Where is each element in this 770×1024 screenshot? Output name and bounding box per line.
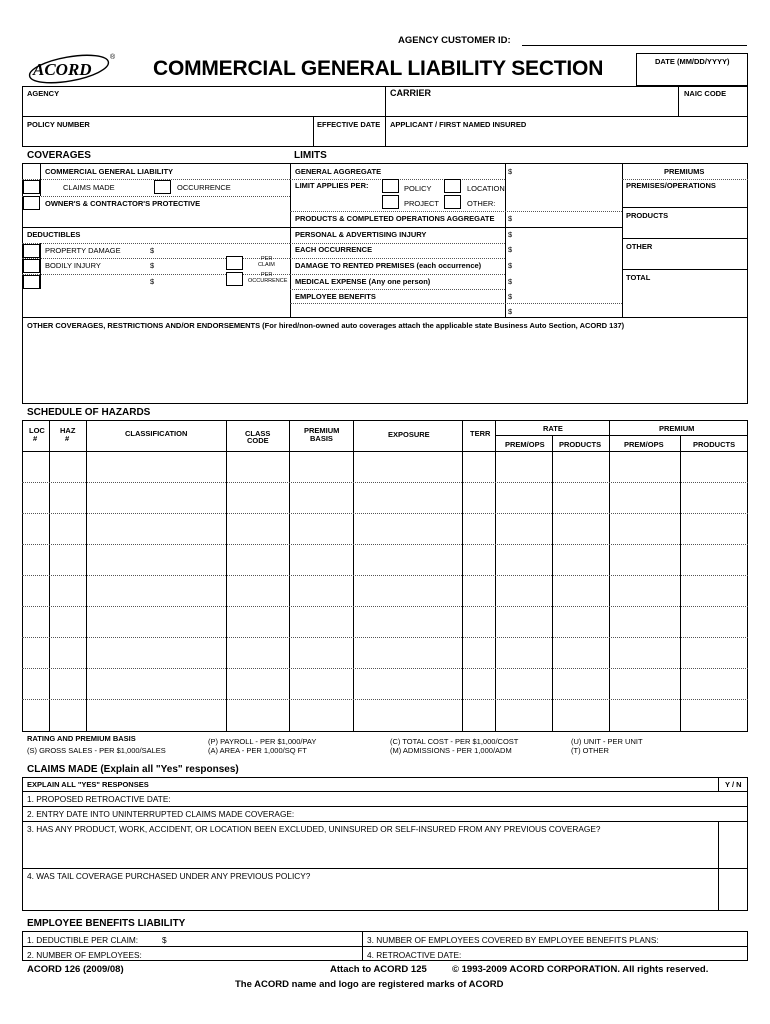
effective-date-label: EFFECTIVE DATE [317, 120, 381, 129]
proposed-retroactive-date: 1. PROPOSED RETROACTIVE DATE: [27, 794, 171, 804]
excluded-coverage-question: 3. HAS ANY PRODUCT, WORK, ACCIDENT, OR LOCATION BEEN EXCLUDED, UNINSURED OR SELF-INSURED FROM ANY PREVIOUS COVERAGE? [27, 824, 601, 834]
class-code-header-1: CLASS [245, 429, 271, 438]
limits-heading: LIMITS [294, 150, 327, 161]
other-premium-label: OTHER [626, 242, 653, 251]
rate-products-header: PRODUCTS [559, 440, 602, 449]
coverages-heading: COVERAGES [27, 150, 91, 161]
deductible-per-claim-label: 1. DEDUCTIBLE PER CLAIM: [27, 935, 139, 945]
employee-benefits-limit-label: EMPLOYEE BENEFITS [295, 292, 376, 301]
registered-marks-note: The ACORD name and logo are registered marks of ACORD [235, 979, 504, 990]
form-title: COMMERCIAL GENERAL LIABILITY SECTION [153, 57, 604, 80]
employee-benefits-dollar: $ [508, 292, 513, 301]
acord-logo [25, 52, 120, 86]
rating-area: (A) AREA - PER 1,000/SQ FT [208, 746, 307, 755]
copyright: © 1993-2009 ACORD CORPORATION. All rights reserved. [452, 964, 709, 975]
agency-label: AGENCY [27, 89, 60, 98]
yes-no-label: Y / N [725, 780, 742, 789]
rate-header: RATE [543, 424, 563, 433]
occurrence-checkbox[interactable] [154, 180, 171, 194]
personal-advertising-dollar: $ [508, 230, 513, 239]
damage-rented-label: DAMAGE TO RENTED PREMISES (each occurrence) [295, 261, 482, 270]
other-deductible-dollar: $ [150, 277, 155, 286]
premises-operations-label: PREMISES/OPERATIONS [626, 181, 716, 190]
products-aggregate-label: PRODUCTS & COMPLETED OPERATIONS AGGREGATE [295, 214, 495, 223]
agency-customer-id-label: AGENCY CUSTOMER ID: [398, 35, 511, 46]
property-damage-checkbox[interactable] [23, 244, 40, 258]
rating-basis-heading: RATING AND PREMIUM BASIS [27, 734, 136, 743]
property-damage-dollar: $ [150, 246, 155, 255]
claims-made-label: CLAIMS MADE [63, 183, 115, 192]
deductible-per-claim-dollar: $ [162, 935, 167, 945]
claims-made-heading: CLAIMS MADE (Explain all "Yes" responses) [27, 764, 239, 775]
premium-products-header: PRODUCTS [693, 440, 736, 449]
haz-header-1: HAZ [60, 426, 76, 435]
bodily-injury-checkbox[interactable] [23, 259, 40, 273]
hazards-table [22, 420, 748, 732]
other-deductible-checkbox[interactable] [23, 275, 40, 289]
medical-expense-label: MEDICAL EXPENSE (Any one person) [295, 277, 431, 286]
claims-made-checkbox[interactable] [23, 180, 40, 194]
per-claim-label-1: PER [261, 256, 273, 262]
policy-number-label: POLICY NUMBER [27, 120, 90, 129]
project-checkbox[interactable] [382, 195, 399, 209]
each-occurrence-label: EACH OCCURRENCE [295, 245, 373, 254]
registered-mark: ® [110, 54, 116, 61]
premium-header: PREMIUM [659, 424, 695, 433]
rating-gross-sales: (S) GROSS SALES - PER $1,000/SALES [27, 746, 166, 755]
medical-expense-dollar: $ [508, 277, 513, 286]
rating-admissions: (M) ADMISSIONS - PER 1,000/ADM [390, 746, 512, 755]
cgl-label: COMMERCIAL GENERAL LIABILITY [45, 167, 174, 176]
occurrence-label: OCCURRENCE [177, 183, 231, 192]
premium-prem-ops-header: PREM/OPS [624, 440, 664, 449]
tail-coverage-question: 4. WAS TAIL COVERAGE PURCHASED UNDER ANY PREVIOUS POLICY? [27, 871, 311, 881]
extra-limit-dollar: $ [508, 307, 513, 316]
property-damage-label: PROPERTY DAMAGE [45, 246, 121, 255]
applicant-label: APPLICANT / FIRST NAMED INSURED [390, 120, 527, 129]
date-label: DATE (MM/DD/YYYY) [655, 57, 730, 66]
location-label: LOCATION [467, 184, 505, 193]
rate-prem-ops-header: PREM/OPS [505, 440, 545, 449]
other-limit-checkbox[interactable] [444, 195, 461, 209]
total-premium-label: TOTAL [626, 273, 651, 282]
form-id: ACORD 126 (2009/08) [27, 964, 124, 975]
per-occurrence-checkbox[interactable] [226, 272, 243, 286]
exposure-header: EXPOSURE [388, 430, 430, 439]
number-employees-label: 2. NUMBER OF EMPLOYEES: [27, 950, 142, 960]
policy-checkbox[interactable] [382, 179, 399, 193]
classification-header: CLASSIFICATION [125, 429, 188, 438]
rating-other: (T) OTHER [571, 746, 609, 755]
excluded-coverage-yn-field[interactable] [720, 823, 747, 867]
policy-label: POLICY [404, 184, 432, 193]
products-aggregate-dollar: $ [508, 214, 513, 223]
hazards-heading: SCHEDULE OF HAZARDS [27, 407, 151, 418]
entry-date-claims-made: 2. ENTRY DATE INTO UNINTERRUPTED CLAIMS MADE COVERAGE: [27, 809, 295, 819]
deductibles-label: DEDUCTIBLES [27, 230, 81, 239]
other-coverages-label: OTHER COVERAGES, RESTRICTIONS AND/OR ENDORSEMENTS (For hired/non-owned auto coverages attach the applicable state Business Auto Section, ACORD 137) [27, 321, 625, 330]
employees-covered-label: 3. NUMBER OF EMPLOYEES COVERED BY EMPLOYEE BENEFITS PLANS: [367, 935, 659, 945]
damage-rented-dollar: $ [508, 261, 513, 270]
premium-basis-header-1: PREMIUM [304, 426, 340, 435]
per-occurrence-label-1: PER [261, 272, 273, 278]
class-code-header-2: CODE [247, 436, 269, 445]
agency-customer-id-field[interactable] [522, 45, 747, 46]
bodily-injury-dollar: $ [150, 261, 155, 270]
naic-code-label: NAIC CODE [684, 89, 727, 98]
rating-total-cost: (C) TOTAL COST - PER $1,000/COST [390, 737, 519, 746]
project-label: PROJECT [404, 199, 440, 208]
location-checkbox[interactable] [444, 179, 461, 193]
carrier-label: CARRIER [390, 88, 432, 98]
loc-header-1: LOC [29, 426, 45, 435]
owners-contractors-checkbox[interactable] [23, 196, 40, 210]
premium-basis-header-2: BASIS [310, 434, 333, 443]
tail-coverage-yn-field[interactable] [720, 870, 747, 910]
loc-header-2: # [33, 434, 38, 443]
general-aggregate-dollar: $ [508, 167, 513, 176]
svg-text:ACORD: ACORD [33, 60, 92, 79]
each-occurrence-dollar: $ [508, 245, 513, 254]
per-claim-checkbox[interactable] [226, 256, 243, 270]
haz-header-2: # [65, 434, 70, 443]
rating-unit: (U) UNIT - PER UNIT [571, 737, 643, 746]
explain-yes-label: EXPLAIN ALL "YES" RESPONSES [27, 780, 149, 789]
per-claim-label-2: CLAIM [258, 262, 275, 268]
employee-benefits-heading: EMPLOYEE BENEFITS LIABILITY [27, 918, 186, 929]
owners-contractors-label: OWNER'S & CONTRACTOR'S PROTECTIVE [45, 199, 201, 208]
personal-advertising-label: PERSONAL & ADVERTISING INJURY [295, 230, 427, 239]
attach-note: Attach to ACORD 125 [330, 964, 427, 975]
general-aggregate-label: GENERAL AGGREGATE [295, 167, 382, 176]
limit-applies-per-label: LIMIT APPLIES PER: [295, 181, 369, 190]
terr-header: TERR [470, 429, 491, 438]
bodily-injury-label: BODILY INJURY [45, 261, 101, 270]
per-occurrence-label-2: OCCURRENCE [248, 278, 288, 284]
retroactive-date-label: 4. RETROACTIVE DATE: [367, 950, 462, 960]
premiums-heading: PREMIUMS [664, 167, 705, 176]
products-premium-label: PRODUCTS [626, 211, 669, 220]
rating-payroll: (P) PAYROLL - PER $1,000/PAY [208, 737, 317, 746]
other-limit-label: OTHER: [467, 199, 496, 208]
